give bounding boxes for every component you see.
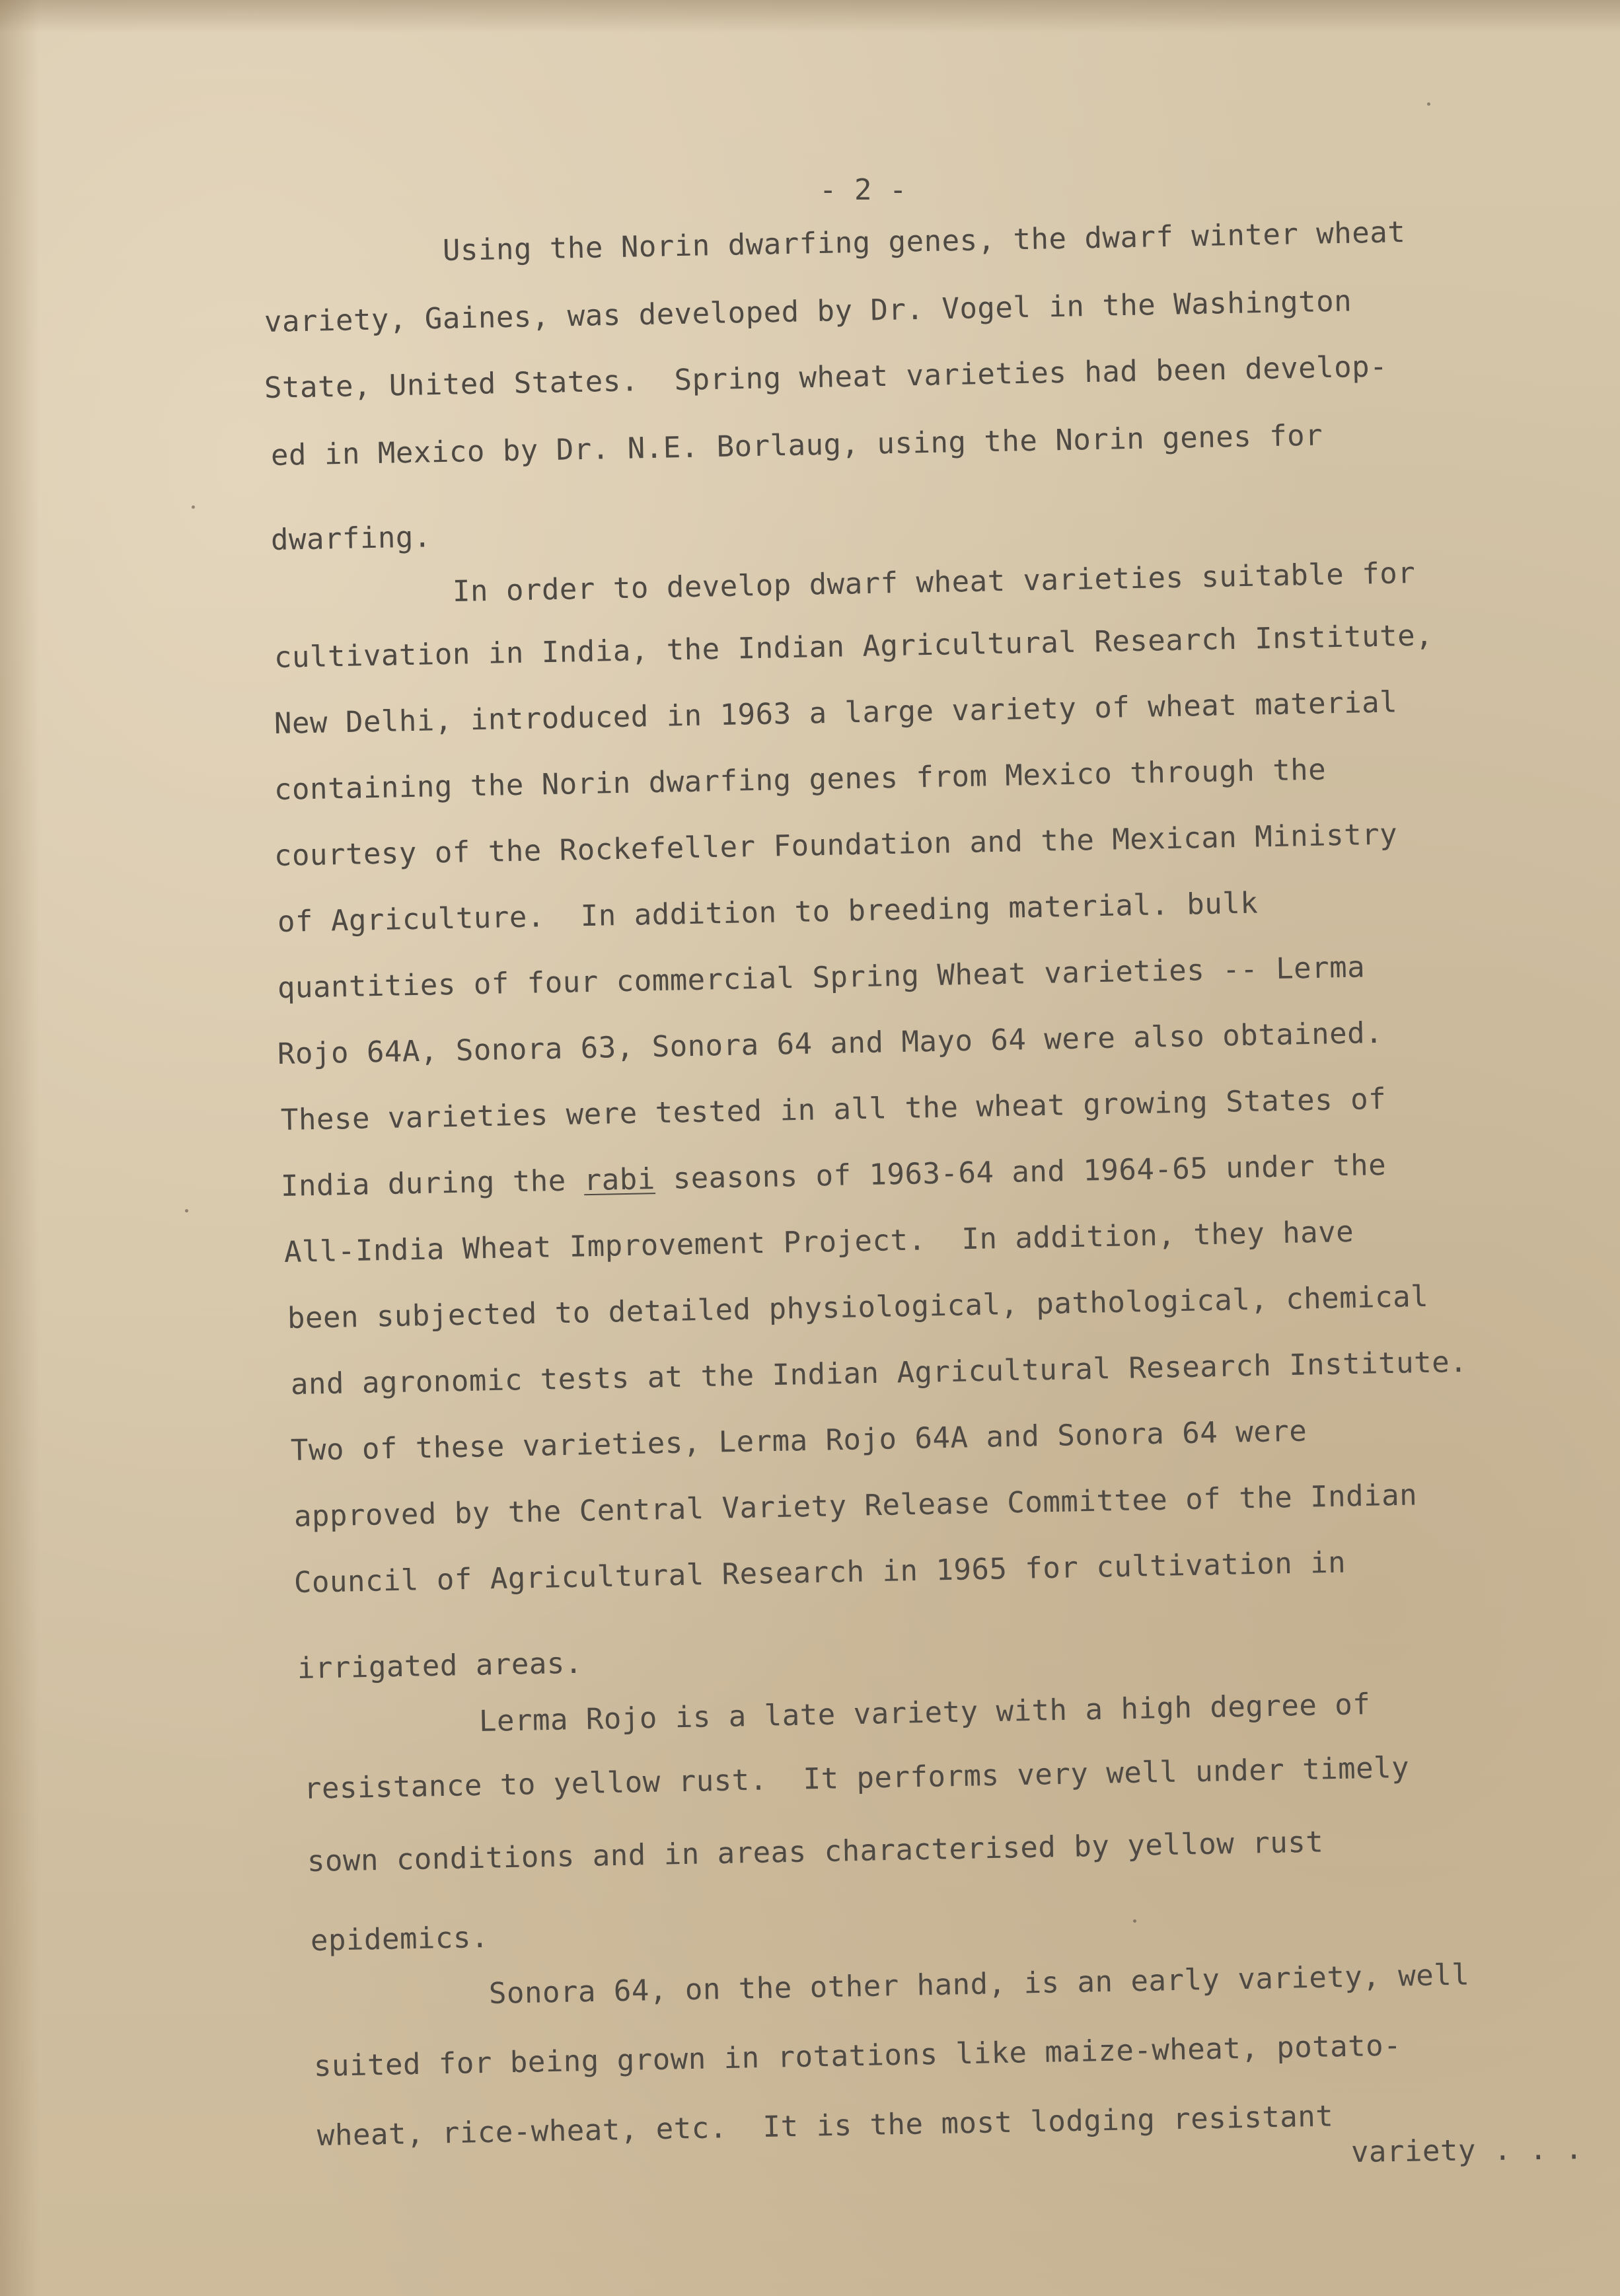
text-line: courtesy of the Rockefeller Foundation and the Mexican Ministry	[274, 817, 1398, 873]
text-line: Rojo 64A, Sonora 63, Sonora 64 and Mayo 64 were also obtained.	[277, 1016, 1383, 1071]
text-line: containing the Norin dwarfing genes from Mexico through the	[274, 753, 1327, 807]
text-line: and agronomic tests at the Indian Agricultural Research Institute.	[290, 1345, 1468, 1401]
text-segment: India during the	[280, 1164, 585, 1203]
text-line: suited for being grown in rotations like maize-wheat, potato-	[313, 2028, 1402, 2083]
text-line	[280, 1147, 1386, 1205]
text-line: variety, Gaines, was developed by Dr. Vogel in the Washington	[264, 284, 1352, 339]
continuation-text: variety . . .	[1350, 2132, 1584, 2169]
paper-speck	[192, 505, 195, 509]
paper-speck	[1427, 102, 1430, 106]
text-line: Lerma Rojo is a late variety with a high degree of	[478, 1687, 1371, 1738]
text-line: sown conditions and in areas characterised by yellow rust	[307, 1825, 1324, 1878]
text-line: These varieties were tested in all the wheat growing States of	[280, 1082, 1387, 1137]
text-line: resistance to yellow rust. It performs very well under timely	[303, 1750, 1410, 1806]
text-line: Two of these varieties, Lerma Rojo 64A and Sonora 64 were	[290, 1414, 1307, 1467]
text-line: Sonora 64, on the other hand, is an early variety, well	[488, 1958, 1470, 2011]
rabi-word: rabi	[583, 1162, 656, 1198]
text-line: In order to develop dwarf wheat varieties suitable for	[452, 556, 1416, 609]
text-line: cultivation in India, the Indian Agricultural Research Institute,	[274, 618, 1434, 675]
text-line: irrigated areas.	[297, 1646, 583, 1685]
text-line: epidemics.	[310, 1920, 490, 1958]
paper-speck	[185, 1209, 188, 1212]
text-line: Using the Norin dwarfing genes, the dwarf winter wheat	[442, 215, 1406, 268]
page-number: - 2 -	[819, 173, 907, 207]
paper-speck	[1133, 1919, 1136, 1923]
text-line: ed in Mexico by Dr. N.E. Borlaug, using the Norin genes for	[270, 418, 1323, 472]
text-line: dwarfing.	[270, 520, 432, 557]
text-line: New Delhi, introduced in 1963 a large variety of wheat material	[274, 685, 1398, 741]
text-line: been subjected to detailed physiological, pathological, chemical	[287, 1279, 1429, 1335]
text-segment: seasons of 1963-64 and 1964-65 under the	[655, 1148, 1387, 1197]
text-line: Council of Agricultural Research in 1965 for cultivation in	[293, 1545, 1346, 1600]
text-line: quantities of four commercial Spring Wheat varieties -- Lerma	[277, 950, 1366, 1005]
text-line: State, United States. Spring wheat varieties had been develop-	[264, 350, 1388, 405]
text-line: approved by the Central Variety Release Committee of the Indian	[293, 1478, 1418, 1534]
text-line: All-India Wheat Improvement Project. In addition, they have	[283, 1214, 1354, 1269]
text-line: wheat, rice-wheat, etc. It is the most lodging resistant	[316, 2099, 1334, 2153]
text-line: of Agriculture. In addition to breeding material. bulk	[277, 886, 1259, 939]
